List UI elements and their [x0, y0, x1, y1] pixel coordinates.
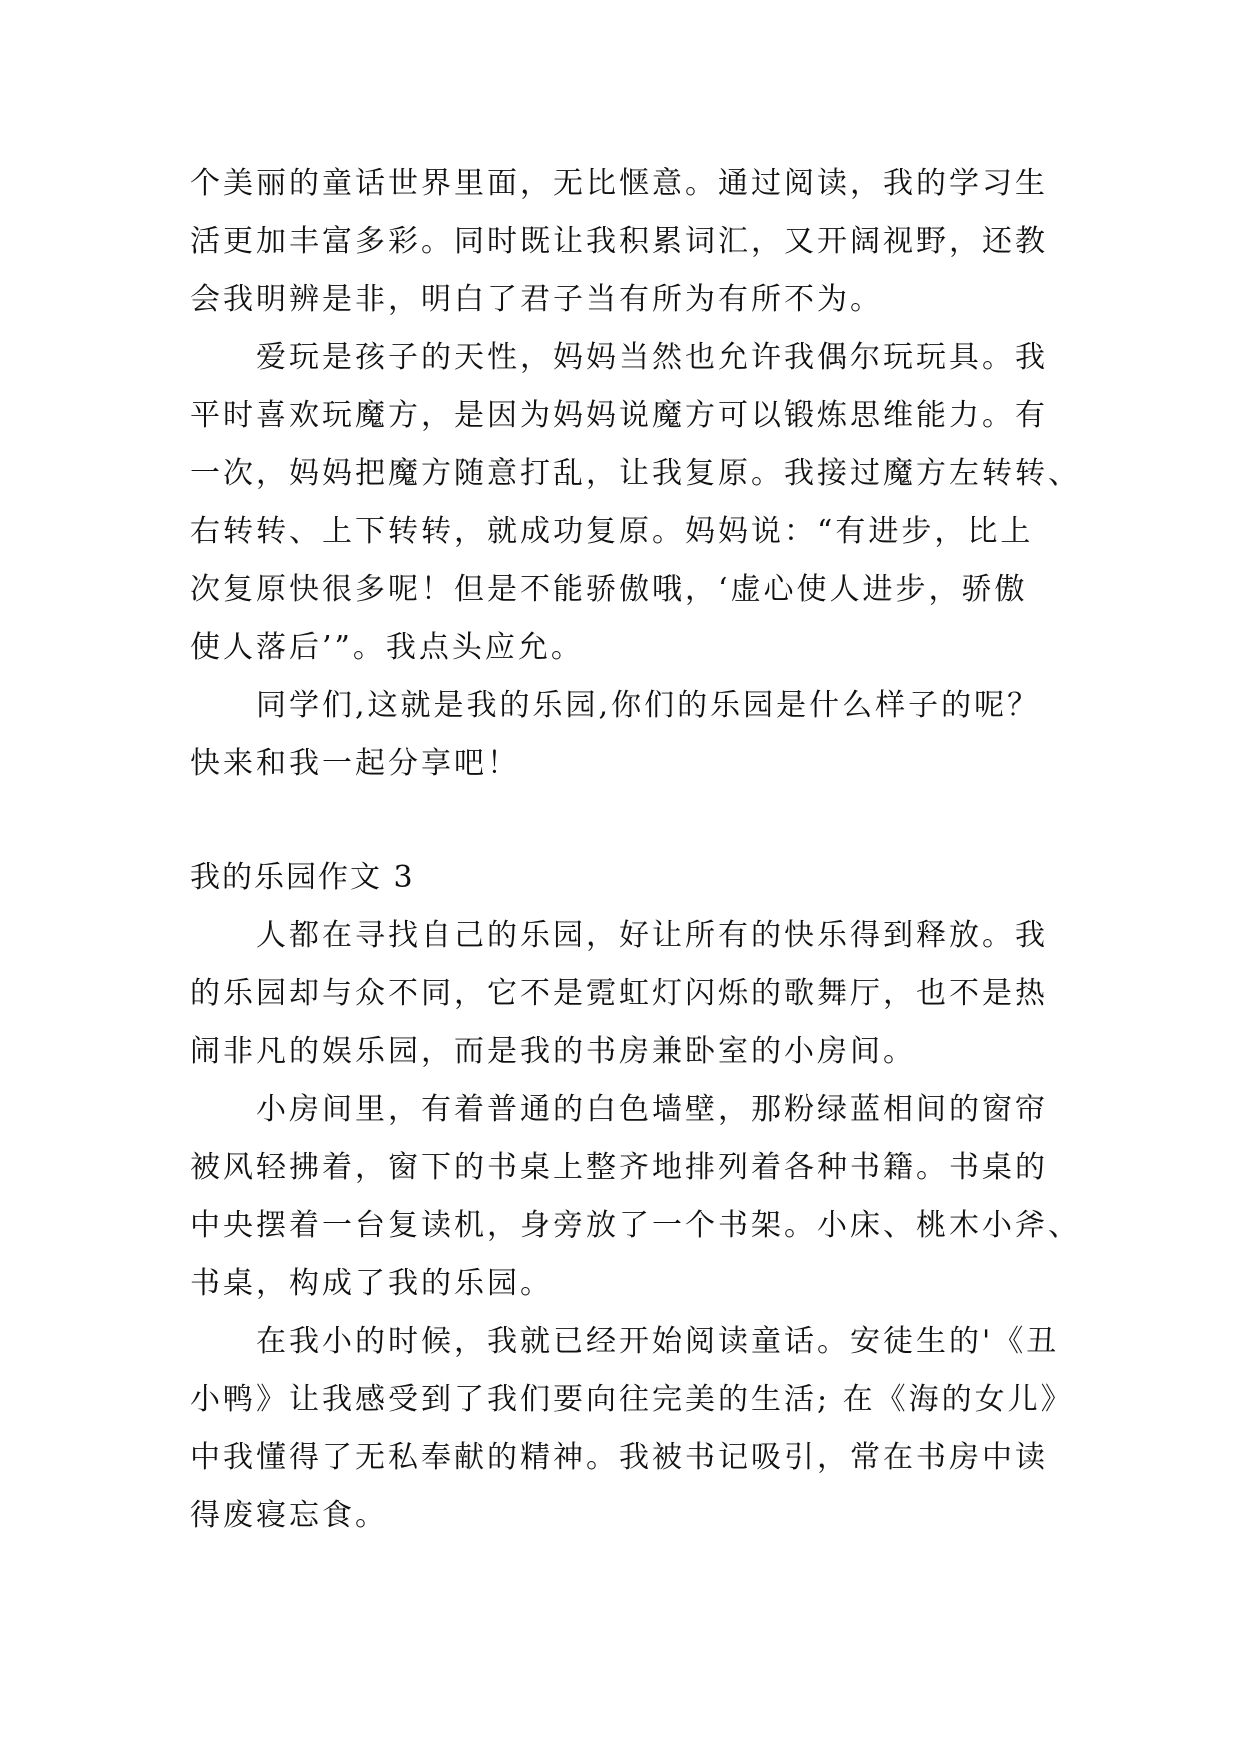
- text-line: 平时喜欢玩魔方，是因为妈妈说魔方可以锻炼思维能力。有: [190, 398, 1048, 433]
- text-line: 被风轻拂着，窗下的书桌上整齐地排列着各种书籍。书桌的: [190, 1150, 1048, 1185]
- text-line: 闹非凡的娱乐园，而是我的书房兼卧室的小房间。: [190, 1034, 916, 1069]
- text-line: 爱玩是孩子的天性，妈妈当然也允许我偶尔玩玩具。我: [256, 340, 1048, 375]
- text-line: 中央摆着一台复读机，身旁放了一个书架。小床、桃木小斧、: [190, 1208, 1081, 1243]
- text-line: 使人落后’”。我点头应允。: [190, 630, 584, 665]
- text-line: 的乐园却与众不同，它不是霓虹灯闪烁的歌舞厅，也不是热: [190, 976, 1048, 1011]
- text-line: 在我小的时候，我就已经开始阅读童话。安徒生的'《丑: [256, 1324, 1060, 1359]
- text-line: 人都在寻找自己的乐园，好让所有的快乐得到释放。我: [256, 918, 1048, 953]
- text-line: 活更加丰富多彩。同时既让我积累词汇，又开阔视野，还教: [190, 224, 1048, 259]
- text-line: 得废寝忘食。: [190, 1498, 388, 1533]
- text-line: 小鸭》让我感受到了我们要向往完美的生活; 在《海的女儿》: [190, 1382, 1074, 1417]
- section-heading: 我的乐园作文 3: [190, 860, 415, 895]
- text-line: 快来和我一起分享吧！: [190, 746, 520, 781]
- text-line: 次复原快很多呢！但是不能骄傲哦，‘虚心使人进步，骄傲: [190, 572, 1028, 607]
- text-line: 个美丽的童话世界里面，无比惬意。通过阅读，我的学习生: [190, 166, 1048, 201]
- text-line: 书桌，构成了我的乐园。: [190, 1266, 553, 1301]
- text-line: 右转转、上下转转，就成功复原。妈妈说：“有进步，比上: [190, 514, 1034, 549]
- text-line: 小房间里，有着普通的白色墙壁，那粉绿蓝相间的窗帘: [256, 1092, 1048, 1127]
- text-line: 中我懂得了无私奉献的精神。我被书记吸引，常在书房中读: [190, 1440, 1048, 1475]
- text-line: 一次，妈妈把魔方随意打乱，让我复原。我接过魔方左转转、: [190, 456, 1081, 491]
- text-line: 同学们,这就是我的乐园,你们的乐园是什么样子的呢？: [256, 688, 1041, 723]
- text-line: 会我明辨是非，明白了君子当有所为有所不为。: [190, 282, 883, 317]
